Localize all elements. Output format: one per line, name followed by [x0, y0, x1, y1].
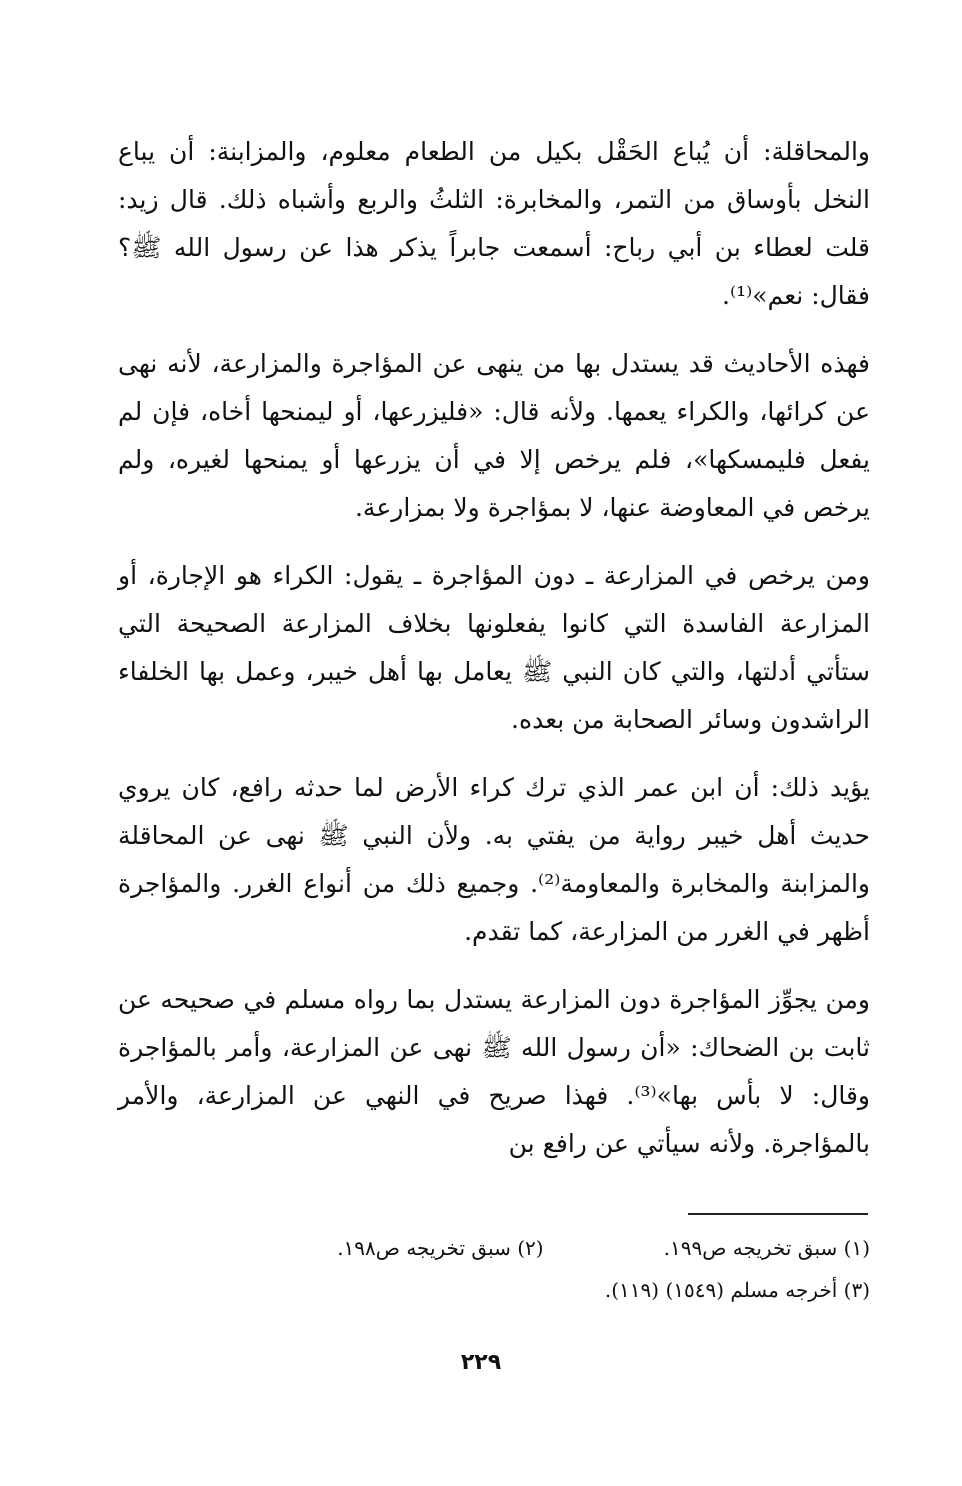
page-number: ٢٢٩ — [460, 1350, 502, 1375]
footnotes-row-1 — [118, 1232, 870, 1264]
paragraph-2: فهذه الأحاديث قد يستدل بها من ينهى عن المؤاجرة والمزارعة، لأنه نهى عن كرائها، والكراء يعمها. ولأنه قال: «فليزرعها، أو ليمنحها أخاه، فإن لم يفعل فليمسكها»، فلم يرخص إلا في أن يزرعها أو يمنحها لغيره، ولم يرخص في المعاوضة عنها، لا بمؤاجرة ولا بمزارعة. — [118, 349, 870, 522]
paragraph-3: ومن يرخص في المزارعة ـ دون المؤاجرة ـ يقول: الكراء هو الإجارة، أو المزارعة الفاسدة التي كانوا يفعلونها بخلاف المزارعة الصحيحة التي ستأتي أدلتها، والتي كان النبي ﷺ يعامل بها أهل خيبر، وعمل بها الخلفاء الراشدون وسائر الصحابة من بعده. — [118, 561, 870, 734]
main-text — [118, 128, 870, 1188]
footnote-1: (١) سبق تخريجه ص١٩٩. — [663, 1236, 870, 1260]
footnote-3: (٣) أخرجه مسلم (١٥٤٩) (١١٩). — [604, 1278, 870, 1302]
footnotes-row-2 — [118, 1274, 870, 1306]
paragraph-4: يؤيد ذلك: أن ابن عمر الذي ترك كراء الأرض لما حدثه رافع، كان يروي حديث أهل خيبر رواية من يفتي به. ولأن النبي ﷺ نهى عن المحاقلة والمزابنة والمخابرة والمعاومة⁽²⁾. وجميع ذلك من أنواع الغرر. والمؤاجرة أظهر في الغرر من المزارعة، كما تقدم. — [118, 773, 870, 946]
footnote-2: (٢) سبق تخريجه ص١٩٨. — [337, 1236, 544, 1260]
paragraph-5: ومن يجوِّز المؤاجرة دون المزارعة يستدل بما رواه مسلم في صحيحه عن ثابت بن الضحاك: «أن رسول الله ﷺ نهى عن المزارعة، وأمر بالمؤاجرة وقال: لا بأس بها»⁽³⁾. فهذا صريح في النهي عن المزارعة، والأمر بالمؤاجرة. ولأنه سيأتي عن رافع بن — [118, 985, 870, 1158]
footnote-separator — [688, 1213, 868, 1215]
paragraph-1: والمحاقلة: أن يُباع الحَقْل بكيل من الطعام معلوم، والمزابنة: أن يباع النخل بأوساق من التمر، والمخابرة: الثلثُ والربع وأشباه ذلك. قال زيد: قلت لعطاء بن أبي رباح: أسمعت جابراً يذكر هذا عن رسول الله ﷺ؟ فقال: نعم»⁽¹⁾. — [118, 137, 871, 310]
